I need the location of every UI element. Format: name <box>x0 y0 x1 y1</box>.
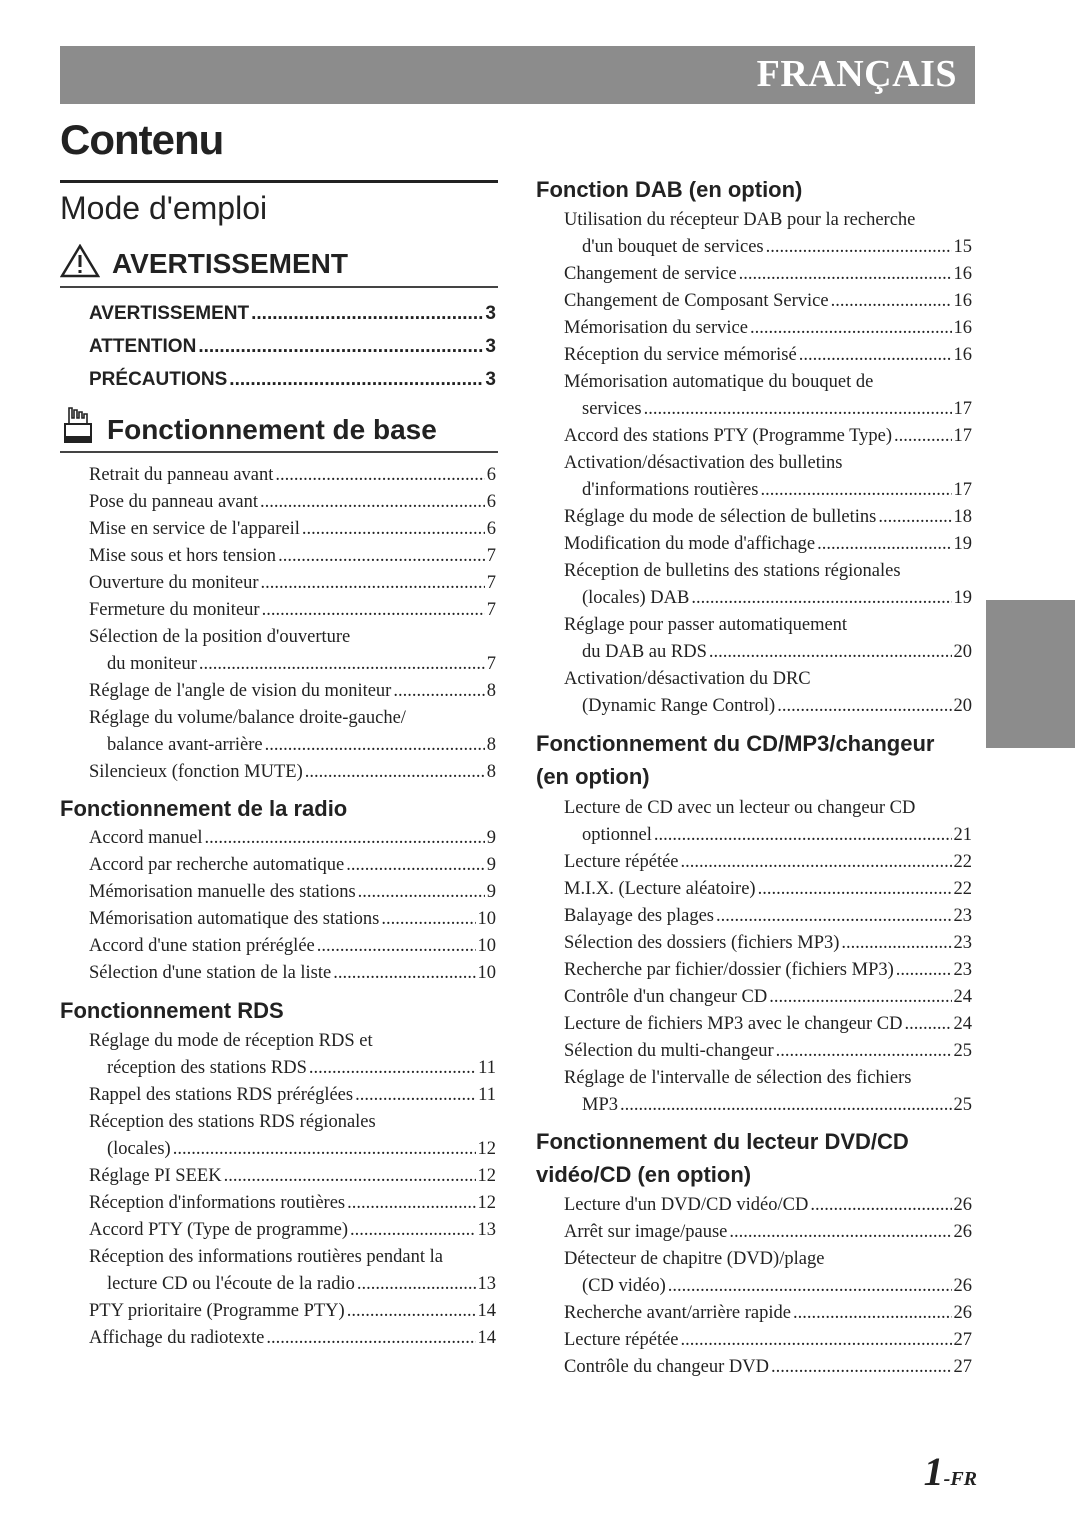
toc-leader-dots <box>357 1271 476 1298</box>
toc-entry-title: d'un bouquet de services <box>582 237 764 257</box>
toc-page-number: 8 <box>486 681 496 701</box>
dvd-heading-line2: vidéo/CD (en option) <box>536 1162 752 1187</box>
toc-entry <box>564 369 972 423</box>
toc-entry <box>564 288 972 315</box>
toc-leader-dots <box>309 1055 476 1082</box>
toc-leader-dots <box>266 1325 475 1352</box>
toc-entry <box>564 504 972 531</box>
toc-entry <box>564 984 972 1011</box>
toc-entry-title: Mise sous et hors tension <box>89 546 277 566</box>
toc-entry <box>564 876 972 903</box>
toc-entry-title: réception des stations RDS <box>107 1058 307 1078</box>
toc-entry <box>89 1217 496 1244</box>
toc-entry <box>564 1246 972 1300</box>
toc-leader-dots <box>896 957 952 984</box>
toc-entry-title: Recherche avant/arrière rapide <box>564 1303 791 1323</box>
toc-entry <box>89 516 496 543</box>
toc-entry <box>89 570 496 597</box>
toc-entry <box>89 489 496 516</box>
toc-page-number: 16 <box>953 345 972 365</box>
toc-entry <box>89 543 496 570</box>
toc-page-number: 10 <box>477 963 496 983</box>
toc-entry-title: Changement de Composant Service <box>564 291 829 311</box>
toc-entry <box>89 933 496 960</box>
toc-entry <box>89 960 496 987</box>
hand-book-icon <box>62 404 94 444</box>
toc-entry <box>89 759 496 786</box>
toc-leader-dots <box>766 234 952 261</box>
toc-entry-title: Lecture d'un DVD/CD vidéo/CD <box>564 1195 809 1215</box>
toc-entry-title-line: Sélection de la position d'ouverture <box>89 627 351 647</box>
toc-entry <box>564 558 972 612</box>
toc-page-number: 14 <box>477 1328 496 1348</box>
toc-entry <box>564 342 972 369</box>
toc-entry <box>89 1244 496 1298</box>
toc-page-number: 14 <box>477 1301 496 1321</box>
toc-entry <box>89 906 496 933</box>
toc-entry-title: Silencieux (fonction MUTE) <box>89 762 303 782</box>
page-number-value: 1 <box>923 1449 944 1494</box>
toc-leader-dots <box>729 1219 951 1246</box>
toc-leader-dots <box>347 1298 476 1325</box>
toc-leader-dots <box>278 543 485 570</box>
toc-entry-title: Mémorisation du service <box>564 318 748 338</box>
toc-page-number: 13 <box>477 1220 496 1240</box>
toc-entry-title: Réception d'informations routières <box>89 1193 346 1213</box>
toc-page-number: 13 <box>477 1274 496 1294</box>
toc-entry-title: Accord manuel <box>89 828 203 848</box>
toc-entry-title: Rappel des stations RDS préréglées <box>89 1085 354 1105</box>
toc-leader-dots <box>777 693 951 720</box>
toc-leader-dots <box>198 330 483 363</box>
toc-entry-title: Arrêt sur image/pause <box>564 1222 728 1242</box>
toc-page-number: 26 <box>953 1222 972 1242</box>
toc-page-number: 25 <box>953 1095 972 1115</box>
toc-entry-title: Retrait du panneau avant <box>89 465 274 485</box>
toc-leader-dots <box>771 1354 952 1381</box>
toc-entry <box>89 678 496 705</box>
toc-leader-dots <box>644 396 952 423</box>
toc-entry-title: (CD vidéo) <box>582 1276 666 1296</box>
toc-entry <box>89 879 496 906</box>
language-label: FRANÇAIS <box>756 53 957 95</box>
toc-leader-dots <box>750 315 952 342</box>
toc-entry-title: PRÉCAUTIONS <box>89 369 228 390</box>
toc-entry <box>564 450 972 504</box>
toc-leader-dots <box>347 1190 475 1217</box>
cd-heading-line2: (en option) <box>536 764 650 789</box>
section-rule <box>60 180 498 183</box>
mode-heading: Mode d'emploi <box>60 190 268 226</box>
toc-entry-title: PTY prioritaire (Programme PTY) <box>89 1301 345 1321</box>
toc-entry-title: Ouverture du moniteur <box>89 573 259 593</box>
toc-leader-dots <box>810 1192 951 1219</box>
toc-entry-title: AVERTISSEMENT <box>89 303 250 324</box>
toc-entry <box>564 423 972 450</box>
toc-entry-title: Lecture répétée <box>564 1330 679 1350</box>
toc-page-number: 19 <box>953 534 972 554</box>
toc-page-number: 16 <box>953 318 972 338</box>
toc-leader-dots <box>817 531 951 558</box>
toc-leader-dots <box>173 1136 476 1163</box>
toc-entry <box>89 297 496 330</box>
toc-entry-title: Pose du panneau avant <box>89 492 259 512</box>
toc-leader-dots <box>302 516 485 543</box>
toc-entry <box>564 1300 972 1327</box>
toc-page-number: 18 <box>953 507 972 527</box>
toc-entry <box>564 849 972 876</box>
page-number-suffix: -FR <box>943 1468 977 1490</box>
toc-entry-title-line: Réglage du mode de réception RDS et <box>89 1031 373 1051</box>
dab-toc <box>564 207 972 720</box>
toc-leader-dots <box>841 930 951 957</box>
section-rule <box>60 286 498 288</box>
toc-entry-title: Sélection du multi-changeur <box>564 1041 774 1061</box>
cd-toc <box>564 795 972 1119</box>
toc-leader-dots <box>799 342 952 369</box>
toc-entry-title: optionnel <box>582 825 652 845</box>
toc-entry-title: Lecture de fichiers MP3 avec le changeur CD <box>564 1014 903 1034</box>
dvd-heading-line1: Fonctionnement du lecteur DVD/CD <box>536 1129 909 1154</box>
toc-entry <box>564 315 972 342</box>
toc-entry-title: Réglage du mode de sélection de bulletins <box>564 507 877 527</box>
toc-page-number: 17 <box>953 426 972 446</box>
toc-entry <box>564 1192 972 1219</box>
toc-leader-dots <box>260 489 485 516</box>
toc-entry <box>89 1298 496 1325</box>
toc-entry-title: Sélection d'une station de la liste <box>89 963 332 983</box>
toc-entry-title-line: Utilisation du récepteur DAB pour la recherche <box>564 210 916 230</box>
cd-heading-line1: Fonctionnement du CD/MP3/changeur <box>536 731 935 756</box>
toc-entry <box>564 261 972 288</box>
toc-entry-title: Accord d'une station préréglée <box>89 936 315 956</box>
toc-entry <box>564 795 972 849</box>
toc-entry <box>564 1011 972 1038</box>
toc-page-number: 24 <box>953 987 972 1007</box>
radio-heading: Fonctionnement de la radio <box>60 796 348 821</box>
toc-entry <box>89 1028 496 1082</box>
toc-page-number: 10 <box>477 936 496 956</box>
rds-toc <box>89 1028 496 1352</box>
toc-entry <box>564 531 972 558</box>
toc-leader-dots <box>199 651 485 678</box>
toc-leader-dots <box>224 1163 476 1190</box>
toc-entry <box>89 705 496 759</box>
toc-entry <box>89 852 496 879</box>
toc-leader-dots <box>793 1300 952 1327</box>
toc-leader-dots <box>620 1092 952 1119</box>
toc-leader-dots <box>905 1011 952 1038</box>
toc-leader-dots <box>317 933 476 960</box>
toc-page-number: 9 <box>486 855 496 875</box>
toc-page-number: 23 <box>953 906 972 926</box>
toc-entry-title: du DAB au RDS <box>582 642 707 662</box>
toc-entry-title-line: Réception des informations routières pendant la <box>89 1247 443 1267</box>
toc-leader-dots <box>709 639 952 666</box>
toc-page-number: 8 <box>486 735 496 755</box>
toc-page-number: 26 <box>953 1276 972 1296</box>
toc-entry-title-line: Réception de bulletins des stations régionales <box>564 561 901 581</box>
toc-entry-title: Contrôle d'un changeur CD <box>564 987 768 1007</box>
basic-heading: Fonctionnement de base <box>107 414 437 445</box>
side-tab <box>986 600 1075 748</box>
toc-page-number: 21 <box>953 825 972 845</box>
toc-entry-title: du moniteur <box>107 654 197 674</box>
toc-page-number: 22 <box>953 852 972 872</box>
warning-icon <box>60 244 100 278</box>
toc-leader-dots <box>878 504 951 531</box>
page-number <box>924 1448 977 1495</box>
toc-entry-title: Mémorisation manuelle des stations <box>89 882 356 902</box>
toc-leader-dots <box>831 288 952 315</box>
toc-page-number: 3 <box>485 369 496 390</box>
toc-leader-dots <box>251 297 483 330</box>
toc-leader-dots <box>265 732 485 759</box>
toc-leader-dots <box>894 423 951 450</box>
toc-entry-title: lecture CD ou l'écoute de la radio <box>107 1274 355 1294</box>
toc-leader-dots <box>205 825 485 852</box>
toc-entry-title-line: Réglage de l'intervalle de sélection des fichiers <box>564 1068 912 1088</box>
toc-page-number: 26 <box>953 1195 972 1215</box>
toc-page-number: 17 <box>953 399 972 419</box>
radio-toc <box>89 825 496 987</box>
toc-page-number: 27 <box>953 1330 972 1350</box>
toc-leader-dots <box>350 1217 476 1244</box>
toc-page-number: 20 <box>953 696 972 716</box>
toc-page-number: 9 <box>486 882 496 902</box>
toc-entry-title: ATTENTION <box>89 336 197 357</box>
toc-page-number: 3 <box>485 303 496 324</box>
toc-entry-title: services <box>582 399 642 419</box>
basic-toc <box>89 462 496 786</box>
toc-entry <box>89 363 496 396</box>
toc-entry-title-line: Détecteur de chapitre (DVD)/plage <box>564 1249 825 1269</box>
toc-page-number: 24 <box>953 1014 972 1034</box>
toc-leader-dots <box>760 477 951 504</box>
toc-page-number: 6 <box>486 465 496 485</box>
toc-leader-dots <box>654 822 952 849</box>
toc-entry-title: Recherche par fichier/dossier (fichiers MP3) <box>564 960 894 980</box>
warning-toc <box>89 297 496 396</box>
toc-entry <box>89 1163 496 1190</box>
toc-leader-dots <box>739 261 952 288</box>
toc-entry <box>89 1325 496 1352</box>
toc-entry <box>564 903 972 930</box>
toc-page-number: 7 <box>486 546 496 566</box>
toc-entry <box>564 957 972 984</box>
toc-page-number: 8 <box>486 762 496 782</box>
toc-entry <box>564 1038 972 1065</box>
toc-page-number: 7 <box>486 573 496 593</box>
toc-leader-dots <box>716 903 952 930</box>
toc-page-number: 7 <box>486 600 496 620</box>
toc-entry <box>89 462 496 489</box>
toc-page-number: 7 <box>486 654 496 674</box>
language-header-bar <box>60 46 975 104</box>
toc-entry-title: Mémorisation automatique des stations <box>89 909 380 929</box>
toc-page-number: 12 <box>477 1193 496 1213</box>
toc-entry-title: Accord PTY (Type de programme) <box>89 1220 348 1240</box>
toc-page-number: 19 <box>953 588 972 608</box>
toc-page-number: 11 <box>478 1058 496 1078</box>
toc-entry <box>89 825 496 852</box>
toc-page-number: 12 <box>477 1139 496 1159</box>
toc-entry <box>564 1354 972 1381</box>
toc-page-number: 6 <box>486 519 496 539</box>
toc-entry-title: M.I.X. (Lecture aléatoire) <box>564 879 756 899</box>
toc-page-number: 9 <box>486 828 496 848</box>
toc-entry <box>564 207 972 261</box>
toc-page-number: 27 <box>953 1357 972 1377</box>
toc-page-number: 25 <box>953 1041 972 1061</box>
toc-leader-dots <box>333 960 475 987</box>
toc-entry-title: MP3 <box>582 1095 618 1115</box>
toc-entry-title-line: Réception des stations RDS régionales <box>89 1112 376 1132</box>
toc-leader-dots <box>758 876 952 903</box>
toc-entry <box>564 1219 972 1246</box>
toc-leader-dots <box>275 462 484 489</box>
toc-entry-title: balance avant-arrière <box>107 735 263 755</box>
toc-entry-title: Accord des stations PTY (Programme Type) <box>564 426 893 446</box>
toc-page-number: 15 <box>953 237 972 257</box>
warning-heading: AVERTISSEMENT <box>112 248 348 279</box>
toc-entry-title-line: Activation/désactivation des bulletins <box>564 453 843 473</box>
toc-entry <box>89 597 496 624</box>
toc-entry-title: Sélection des dossiers (fichiers MP3) <box>564 933 840 953</box>
toc-entry <box>564 1065 972 1119</box>
toc-entry-title-line: Activation/désactivation du DRC <box>564 669 811 689</box>
toc-leader-dots <box>668 1273 952 1300</box>
toc-entry-title: Réception du service mémorisé <box>564 345 797 365</box>
toc-leader-dots <box>358 879 485 906</box>
toc-entry-title-line: Lecture de CD avec un lecteur ou changeur CD <box>564 798 916 818</box>
toc-entry-title: Accord par recherche automatique <box>89 855 345 875</box>
toc-leader-dots <box>681 849 952 876</box>
toc-page-number: 11 <box>478 1085 496 1105</box>
toc-entry-title: Réglage de l'angle de vision du moniteur <box>89 681 392 701</box>
toc-entry-title: Réglage PI SEEK <box>89 1166 222 1186</box>
toc-entry-title: (Dynamic Range Control) <box>582 696 776 716</box>
toc-entry <box>89 330 496 363</box>
toc-page-number: 3 <box>485 336 496 357</box>
toc-leader-dots <box>355 1082 476 1109</box>
toc-leader-dots <box>346 852 484 879</box>
toc-entry-title: (locales) <box>107 1139 171 1159</box>
toc-entry <box>89 624 496 678</box>
toc-leader-dots <box>262 597 485 624</box>
toc-entry <box>89 1190 496 1217</box>
toc-page-number: 10 <box>477 909 496 929</box>
toc-entry-title: (locales) DAB <box>582 588 690 608</box>
toc-leader-dots <box>769 984 951 1011</box>
toc-entry <box>564 612 972 666</box>
toc-page-number: 23 <box>953 960 972 980</box>
toc-page-number: 20 <box>953 642 972 662</box>
toc-entry-title: Changement de service <box>564 264 737 284</box>
page-title: Contenu <box>60 116 224 163</box>
toc-entry-title: Balayage des plages <box>564 906 714 926</box>
toc-leader-dots <box>305 759 485 786</box>
toc-leader-dots <box>691 585 951 612</box>
toc-entry-title-line: Réglage pour passer automatiquement <box>564 615 848 635</box>
toc-entry <box>89 1082 496 1109</box>
toc-page-number: 6 <box>486 492 496 512</box>
toc-leader-dots <box>681 1327 952 1354</box>
rds-heading: Fonctionnement RDS <box>60 998 284 1023</box>
toc-leader-dots <box>393 678 484 705</box>
toc-entry-title-line: Mémorisation automatique du bouquet de <box>564 372 874 392</box>
toc-leader-dots <box>229 363 483 396</box>
toc-leader-dots <box>776 1038 952 1065</box>
toc-entry-title: Mise en service de l'appareil <box>89 519 300 539</box>
toc-page-number: 23 <box>953 933 972 953</box>
toc-page-number: 17 <box>953 480 972 500</box>
toc-entry-title: Modification du mode d'affichage <box>564 534 816 554</box>
toc-page-number: 16 <box>953 291 972 311</box>
toc-page-number: 22 <box>953 879 972 899</box>
toc-entry-title: Affichage du radiotexte <box>89 1328 265 1348</box>
toc-entry-title: Fermeture du moniteur <box>89 600 260 620</box>
dvd-toc <box>564 1192 972 1381</box>
toc-entry <box>89 1109 496 1163</box>
dab-heading: Fonction DAB (en option) <box>536 177 803 202</box>
toc-entry-title: Lecture répétée <box>564 852 679 872</box>
section-rule <box>60 451 498 453</box>
toc-page-number: 26 <box>953 1303 972 1323</box>
toc-leader-dots <box>381 906 475 933</box>
toc-page-number: 16 <box>953 264 972 284</box>
toc-entry-title-line: Réglage du volume/balance droite-gauche/ <box>89 708 406 728</box>
toc-entry-title: d'informations routières <box>582 480 759 500</box>
toc-entry <box>564 1327 972 1354</box>
toc-leader-dots <box>261 570 485 597</box>
toc-entry <box>564 666 972 720</box>
toc-entry <box>564 930 972 957</box>
toc-page-number: 12 <box>477 1166 496 1186</box>
toc-entry-title: Contrôle du changeur DVD <box>564 1357 769 1377</box>
